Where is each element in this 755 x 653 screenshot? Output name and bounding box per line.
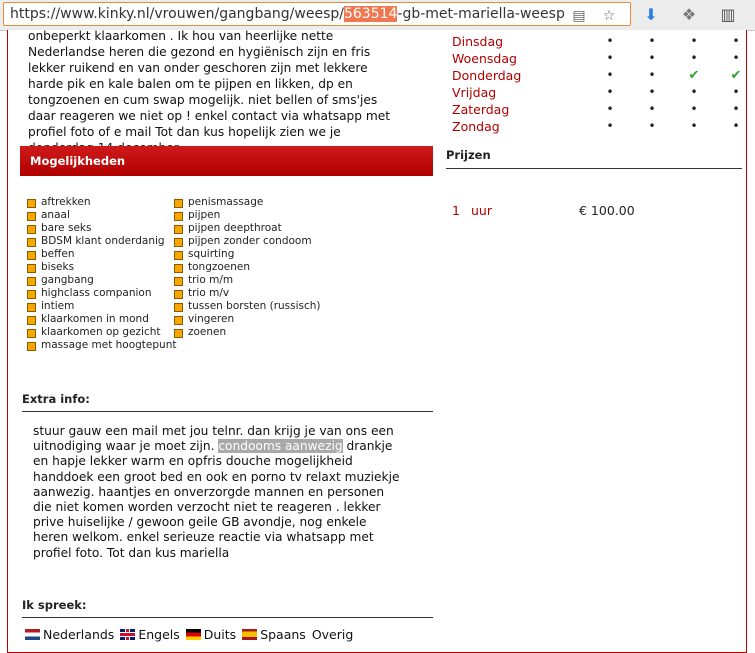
dot-icon: • [648, 34, 656, 48]
intro-text: onbeperkt klaarkomen . Ik hou van heerlijke nette Nederlandse heren die gezond en hygiënisch zijn en fris lekker ruikend en van onder geschoren zijn met lekkere harde pik en kale balen om te pijpen en likken, dp en tongzoenen en cum swap mogelijk. niet bellen of sms'jes daar reageren we niet op ! enkel contact via whatsapp met profiel foto of e mail Tot dan kus hopelijk zien we je [28, 29, 391, 139]
bullet-icon [27, 238, 36, 247]
list-item: anaal [27, 209, 176, 222]
dot-icon: • [648, 51, 656, 65]
language-english: Engels [120, 627, 179, 642]
check-icon: ✔ [730, 68, 742, 83]
list-item: zoenen [174, 326, 321, 339]
schedule-table [452, 34, 742, 136]
list-item: bare seks [27, 222, 176, 235]
languages-title: Ik spreek: [22, 598, 87, 612]
dot-icon: • [690, 34, 698, 48]
bullet-icon [174, 238, 183, 247]
bullet-icon [27, 342, 36, 351]
language-spanish: Spaans [242, 627, 306, 642]
bullet-icon [174, 329, 183, 338]
dot-icon: • [732, 34, 740, 48]
dot-icon: • [648, 85, 656, 99]
flag-es-icon [242, 629, 257, 640]
day-name: Woensdag [452, 51, 517, 66]
schedule-row [452, 51, 742, 68]
list-item: aftrekken [27, 196, 176, 209]
dot-icon: • [606, 85, 614, 99]
list-item: trio m/v [174, 287, 321, 300]
mogelijkheden-header: Mogelijkheden [20, 146, 433, 176]
reader-view-icon[interactable]: ▤ [572, 8, 586, 24]
bullet-icon [27, 290, 36, 299]
schedule-row [452, 34, 742, 51]
list-item: gangbang [27, 274, 176, 287]
day-name: Vrijdag [452, 85, 497, 100]
dot-icon: • [606, 68, 614, 82]
schedule-row [452, 102, 742, 119]
prijzen-title: Prijzen [446, 148, 491, 162]
dot-icon: • [648, 102, 656, 116]
dot-icon: • [606, 34, 614, 48]
dot-icon: • [606, 119, 614, 133]
url-text: https://www.kinky.nl/vrouwen/gangbang/weesp/563514-gb-met-mariella-weesp [10, 6, 565, 22]
bullet-icon [27, 264, 36, 273]
bullet-icon [27, 199, 36, 208]
list-item: intiem [27, 300, 176, 313]
bullet-icon [27, 316, 36, 325]
clipboard-icon[interactable]: ▥ [720, 5, 736, 24]
list-item: klaarkomen in mond [27, 313, 176, 326]
url-input[interactable] [3, 2, 631, 26]
list-item: pijpen deepthroat [174, 222, 321, 235]
list-item: BDSM klant onderdanig [27, 235, 176, 248]
day-name: Dinsdag [452, 34, 504, 49]
day-name: Zaterdag [452, 102, 510, 117]
url-selection: 563514 [343, 6, 398, 22]
dot-icon: • [732, 119, 740, 133]
list-item: beffen [27, 248, 176, 261]
list-item: squirting [174, 248, 321, 261]
bullet-icon [174, 290, 183, 299]
dot-icon: • [648, 68, 656, 82]
dot-icon: • [732, 102, 740, 116]
list-item: pijpen zonder condoom [174, 235, 321, 248]
list-item: highclass companion [27, 287, 176, 300]
extension-icon[interactable]: ❖ [681, 5, 697, 24]
bullet-icon [174, 264, 183, 273]
bullet-icon [27, 225, 36, 234]
list-item: tussen borsten (russisch) [174, 300, 321, 313]
list-item: trio m/m [174, 274, 321, 287]
schedule-row [452, 85, 742, 102]
dot-icon: • [690, 85, 698, 99]
bullet-icon [174, 277, 183, 286]
bullet-icon [27, 329, 36, 338]
mogelijkheden-list-left [27, 196, 176, 352]
dot-icon: • [732, 85, 740, 99]
list-item: tongzoenen [174, 261, 321, 274]
bullet-icon [174, 251, 183, 260]
extra-info-text: stuur gauw een mail met jou telnr. dan krijg je van ons een uitnodiging waar je moet zijn. condooms aanwezig drankje en hapje lekker warm en opfris douche mogelijkheid handdoek een groot bed en ook en porno tv relaxt muziekje aanwezig. haantjes en onverzorgde mannen en personen die niet komen worden verzocht niet te reageren . lekker prive huiselijke / gewoon geile GB avondje, nog enkele heren welkom. enkel serieuze reactie via whatsapp met profiel foto. Tot dan kus mariella [33, 424, 400, 560]
check-icon: ✔ [688, 68, 700, 83]
dot-icon: • [690, 119, 698, 133]
bullet-icon [174, 225, 183, 234]
dot-icon: • [690, 102, 698, 116]
languages-list [25, 627, 359, 642]
list-item: biseks [27, 261, 176, 274]
schedule-row [452, 119, 742, 136]
bullet-icon [174, 316, 183, 325]
bullet-icon [27, 251, 36, 260]
language-other: Overig [311, 627, 354, 642]
extra-info-title: Extra info: [22, 392, 90, 406]
divider [22, 617, 433, 618]
bullet-icon [174, 199, 183, 208]
price-duration: 1 [452, 203, 460, 218]
bullet-icon [174, 212, 183, 221]
list-item: massage met hoogtepunt [27, 339, 176, 352]
schedule-row [452, 68, 742, 85]
language-dutch: Nederlands [25, 627, 114, 642]
divider [446, 168, 742, 169]
dot-icon: • [606, 51, 614, 65]
divider [22, 411, 433, 412]
list-item: vingeren [174, 313, 321, 326]
bullet-icon [27, 212, 36, 221]
dot-icon: • [648, 119, 656, 133]
flag-gb-icon [120, 629, 135, 640]
dot-icon: • [606, 102, 614, 116]
bookmark-star-icon[interactable]: ☆ [602, 8, 616, 24]
flag-nl-icon [25, 629, 40, 640]
dot-icon: • [732, 51, 740, 65]
bullet-icon [174, 303, 183, 312]
day-name: Donderdag [452, 68, 522, 83]
bullet-icon [27, 303, 36, 312]
price-amount: € 100.00 [579, 203, 635, 218]
text-selection: condooms aanwezig [218, 439, 343, 454]
dot-icon: • [690, 51, 698, 65]
day-name: Zondag [452, 119, 500, 134]
list-item: klaarkomen op gezicht [27, 326, 176, 339]
flag-de-icon [186, 629, 201, 640]
download-icon[interactable]: ⬇ [644, 5, 658, 24]
browser-toolbar [0, 0, 755, 31]
mogelijkheden-list-right [174, 196, 321, 339]
language-german: Duits [186, 627, 236, 642]
list-item: pijpen [174, 209, 321, 222]
bullet-icon [27, 277, 36, 286]
list-item: penismassage [174, 196, 321, 209]
price-unit: uur [471, 203, 492, 218]
page-content [7, 30, 747, 653]
